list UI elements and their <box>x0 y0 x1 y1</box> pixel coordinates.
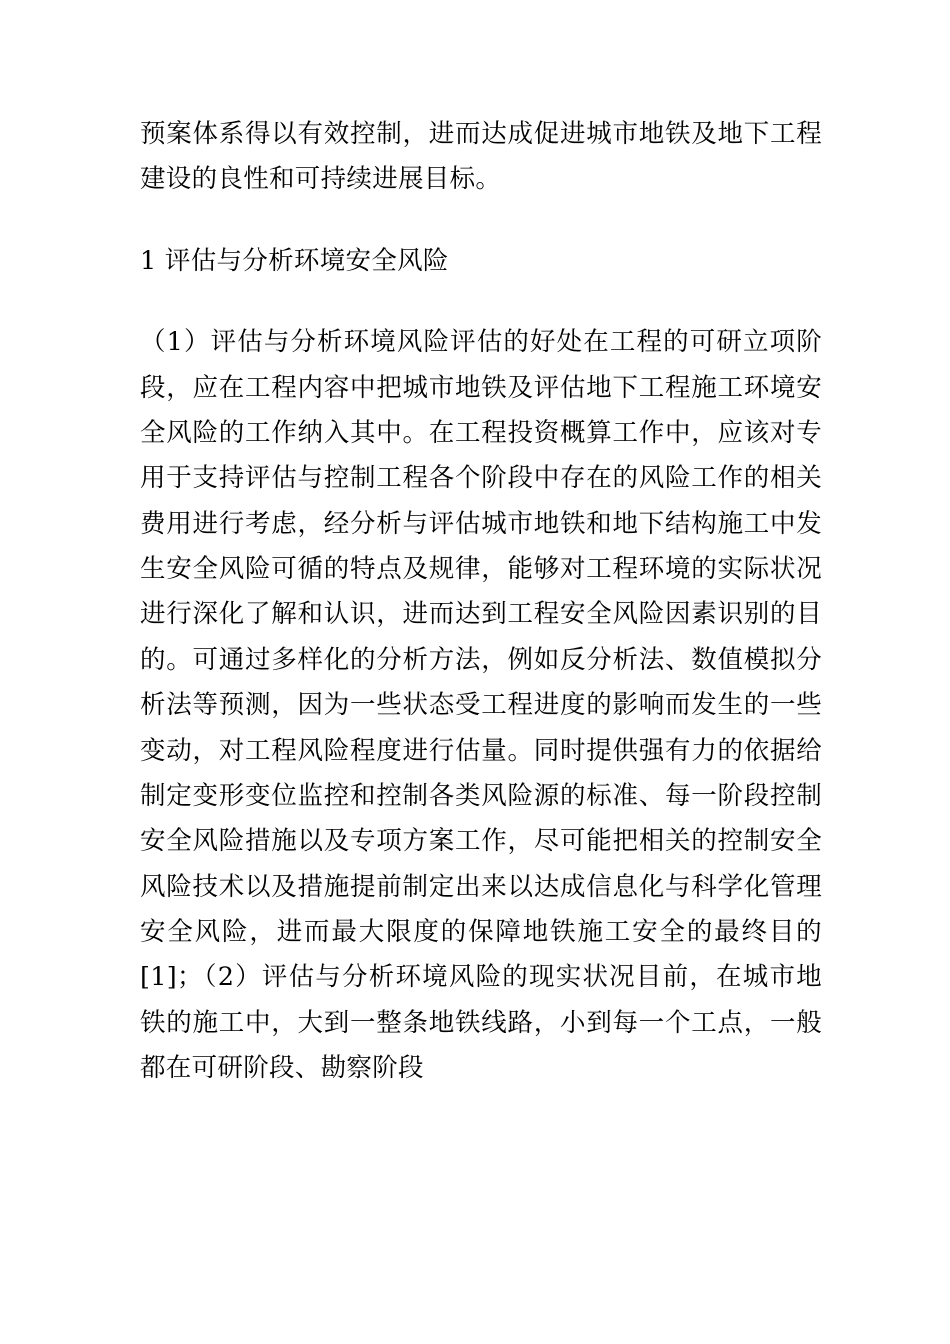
section-heading: 1 评估与分析环境安全风险 <box>140 245 449 276</box>
paragraph-continued: 预案体系得以有效控制，进而达成促进城市地铁及地下工程建设的良性和可持续进展目标。 <box>140 119 822 195</box>
paragraph-body-1: （1）评估与分析环境风险评估的好处在工程的可研立项阶段，应在工程内容中把城市地铁及评估地下工程施工环境安全风险的工作纳入其中。在工程投资概算工作中，应该对专用于支持评估与控制工程各个阶段中存在的风险工作的相关费用进行考虑，经分析与评估城市地铁和地下结构施工中发生安全风险可循的特点及规律，能够对工程环境的实际状况进行深化了解和认识，进而达到工程安全风险因素识别的目的。可通过多样化的分析方法，例如反分析法、数值模拟分析法等预测，因为一些状态受工程进度的影响而发生的一些变动，对工程风险程度进行估量。同时提供强有力的依据给制定变形变位监控和控制各类风险源的标准、每一阶段控制安全风险措施以及专项方案工作，尽可能把相关的控制安全风险技术以及措施提前制定出来以达成信息化与科学化管理安全风险，进而最大限度的保障地铁施工安全的最终目的[1]；（2）评估与分析环境风险的现实状况目前，在城市地铁的施工中，大到一整条地铁线路，小到每一个工点，一般都在可研阶段、勘察阶段 <box>140 327 822 1084</box>
document-body <box>140 112 822 1092</box>
